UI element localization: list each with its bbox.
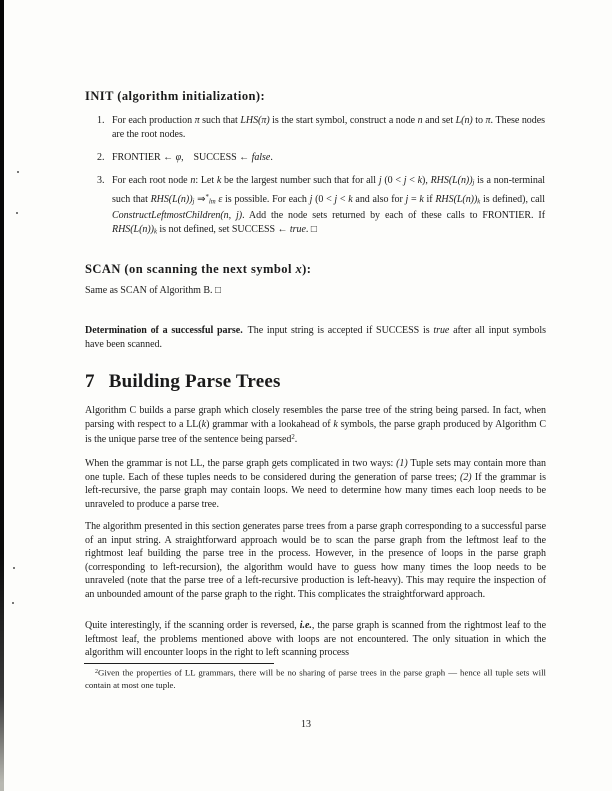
body-paragraph: Quite interestingly, if the scanning order is reversed, i.e., the parse graph is scanned from the rightmost leaf to the leftmost leaf, the problems mentioned above with loops are not encountered. The only situation in which the algorithm will encounter loops in the right to left scanning process xyxy=(85,620,546,659)
list-item-text: For each root node n: Let k be the largest number such that for all j (0 < j < k), RHS(L(n))j is a non-terminal such that RHS(L(n))j ⇒*lm ε is possible. For each j (0 < j < k and also for j = k if RHS(L(n))k is defined), call ConstructLeftmostChildren(n, j). Add the node sets returned by each of these calls to FRONTIER. If RHS(L(n))k is not defined, set SUCCESS ← true. □ xyxy=(112,175,546,236)
body-paragraph: The algorithm presented in this section generates parse trees from a parse graph corresponding to a successful parse of an input string. A straightforward approach would be to scan the parse graph from the leftmost leaf to the rightmost leaf building the parse tree in the process. However, in the presence of loops in the parse graph (corresponding to left-recursion), the algorithm would have to guess how many times the loop needs to be unraveled (note that the parse tree of a left-recursive production is left-heavy). This may require the inspection of an unbounded amount of the parse graph to the right. This complicates the straightforward approach. xyxy=(85,521,546,600)
body-paragraph: When the grammar is not LL, the parse graph gets complicated in two ways: (1) Tuple sets may contain more than one tuple. Each of these tuples needs to be considered during the generation of parse trees; (2) If the grammar is left-recursive, the parse graph may contain loops. We need to determine how many times each loop needs to be unraveled to produce a parse tree. xyxy=(85,458,546,510)
list-item xyxy=(97,114,545,142)
list-item xyxy=(97,174,546,240)
section-heading xyxy=(85,371,546,393)
scan-heading: SCAN (on scanning the next symbol x): xyxy=(85,262,312,276)
footnote-rule xyxy=(84,663,274,664)
list-item-text: FRONTIER ← φ, SUCCESS ← false. xyxy=(112,152,273,163)
scan-speck xyxy=(17,171,19,173)
scan-body: Same as SCAN of Algorithm B. □ xyxy=(85,285,221,296)
scan-edge-artifact xyxy=(0,0,4,791)
list-item-number: 1. xyxy=(97,115,105,126)
body-paragraph: Algorithm C builds a parse graph which closely resembles the parse tree of the string being parsed. In fact, when parsing with respect to a LL(k) grammar with a lookahead of k symbols, the parse graph produced by Algorithm C is the unique parse tree of the sentence being parsed$^2$. xyxy=(85,405,546,446)
page-number: 13 xyxy=(301,719,311,730)
list-item-number: 3. xyxy=(97,175,105,186)
list-item xyxy=(97,151,545,165)
scan-speck xyxy=(12,602,14,604)
footnote: $^2$Given the properties of LL grammars, there will be no sharing of parse trees in the parse graph — hence all tuple sets will contain at most one tuple. xyxy=(85,667,546,690)
list-item-text: For each production π such that LHS(π) is the start symbol, construct a node n and set L(n) to π. These nodes are the root nodes. xyxy=(112,115,545,140)
list-item-number: 2. xyxy=(97,152,105,163)
determination-paragraph: Determination of a successful parse. The input string is accepted if SUCCESS is true after all input symbols have been scanned. xyxy=(85,325,546,350)
section-title: Building Parse Trees xyxy=(108,371,281,392)
init-heading: INIT (algorithm initialization): xyxy=(85,89,266,103)
section-number: 7 xyxy=(85,371,95,392)
scan-speck xyxy=(16,212,18,214)
scan-speck xyxy=(13,567,15,569)
